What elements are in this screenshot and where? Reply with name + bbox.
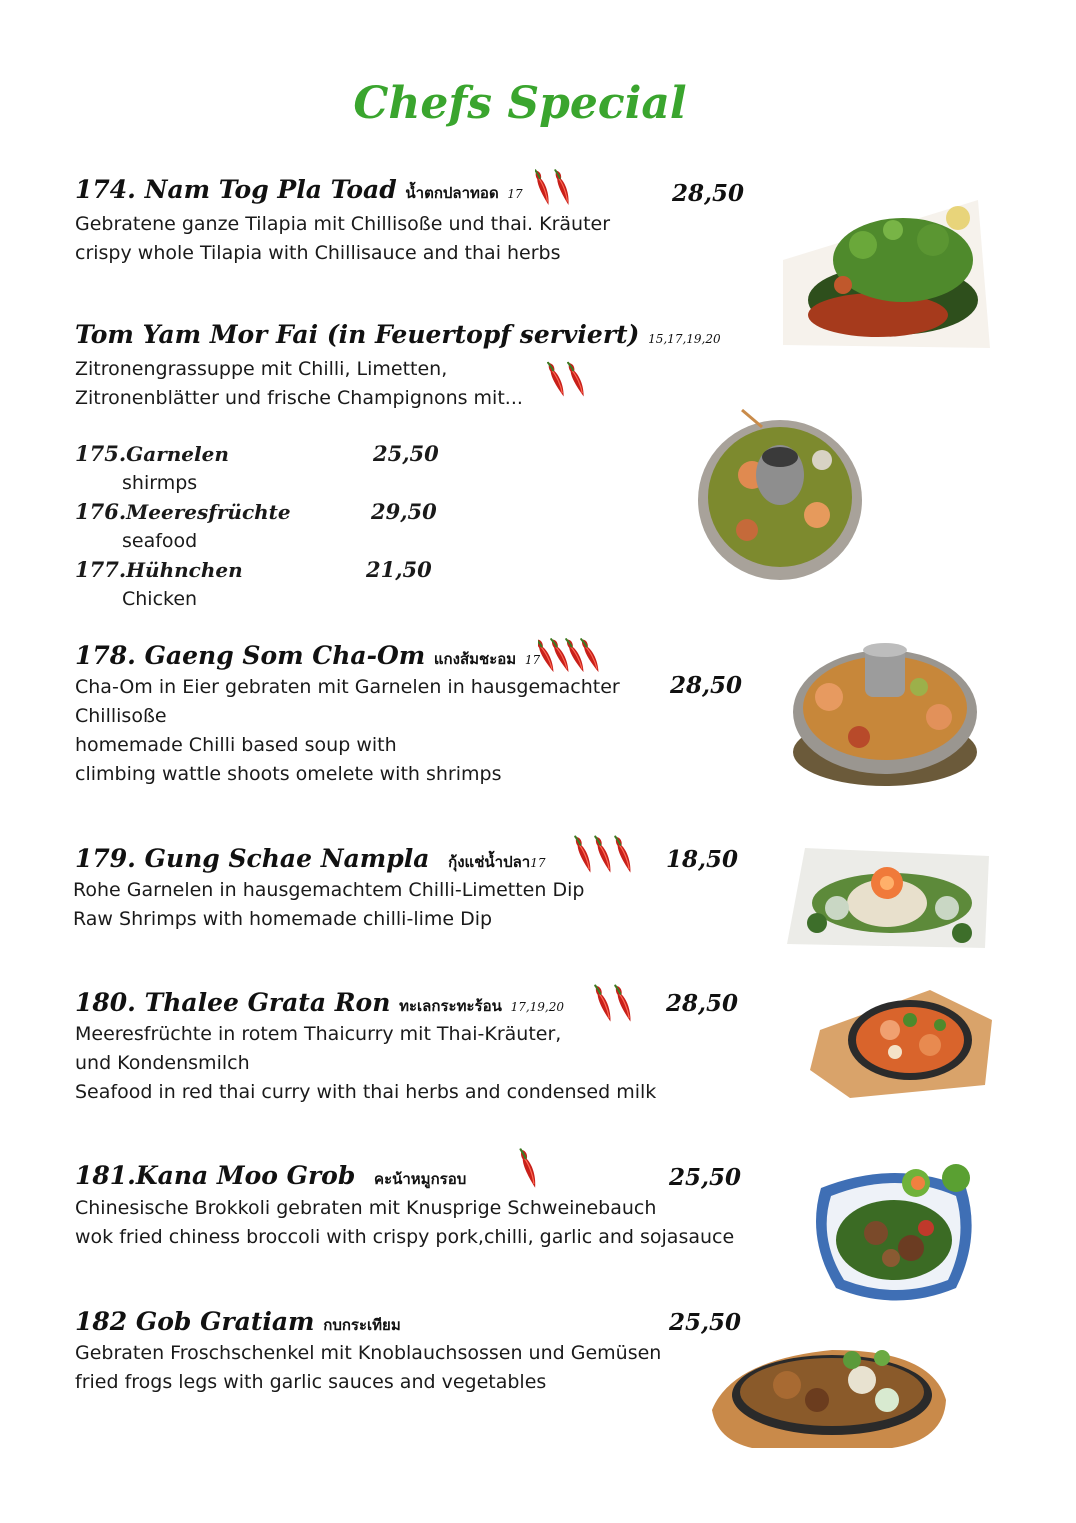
variant-price: 25,50 (373, 441, 439, 466)
chili-rating-icon (594, 983, 642, 1027)
chili-rating-icon (535, 168, 579, 208)
description-en: Raw Shrimps with homemade chilli-lime Dip (73, 908, 493, 930)
chili-icon (614, 984, 634, 1023)
variant-english: Chicken (122, 588, 198, 610)
description-de: Chinesische Brokkoli gebraten mit Knusprige Schweinebauch (75, 1197, 657, 1219)
dish-title-180 (75, 988, 564, 1018)
dish-title-174 (75, 175, 523, 205)
thai-name: น้ำตกปลาทอด (405, 184, 499, 202)
description-line3: homemade Chilli based soup with (75, 734, 397, 756)
sour-curry-hotpot-photo (789, 642, 981, 788)
hotpot-soup-photo (697, 405, 863, 583)
description-de: Gebratene ganze Tilapia mit Chillisoße und thai. Kräuter (75, 213, 611, 235)
variant-label: Hühnchen (126, 558, 243, 582)
dish-title-181 (75, 1161, 466, 1191)
thai-name: ทะเลกระทะร้อน (399, 997, 502, 1015)
variant-number: 175. (75, 441, 127, 466)
raw-shrimp-platter-photo (787, 848, 989, 948)
chili-rating-icon (515, 1147, 545, 1193)
variant-number: 176. (75, 499, 127, 524)
variant-number: 177. (75, 557, 127, 582)
price: 28,50 (672, 180, 745, 207)
description-line3: Seafood in red thai curry with thai herbs and condensed milk (75, 1081, 657, 1103)
description-en: fried frogs legs with garlic sauces and vegetables (75, 1371, 547, 1393)
garlic-frog-legs-photo (712, 1340, 946, 1452)
description-line2: Zitronenblätter und frische Champignons mit... (75, 387, 523, 409)
description-line4: climbing wattle shoots omelete with shrimps (75, 763, 502, 785)
variant-english: shirmps (122, 472, 198, 494)
description-en: wok fried chiness broccoli with crispy pork,chilli, garlic and sojasauce (75, 1226, 735, 1248)
allergen-codes: 15,17,19,20 (648, 332, 721, 346)
price: 18,50 (666, 846, 739, 873)
dish-title-179 (75, 844, 546, 874)
chili-icon (614, 835, 634, 874)
chili-icon (547, 361, 567, 398)
chili-rating-icon (574, 834, 640, 878)
chili-icon (554, 169, 572, 207)
description-en: crispy whole Tilapia with Chillisauce and thai herbs (75, 242, 561, 264)
thai-name: กบกระเทียม (323, 1316, 401, 1334)
thai-name: คะน้าหมูกรอบ (374, 1170, 467, 1188)
dish-title-182 (75, 1307, 401, 1337)
variant-177 (75, 557, 243, 582)
dish-name: 174. Nam Tog Pla Toad (75, 175, 397, 204)
dish-name: 182 Gob Gratiam (75, 1307, 315, 1336)
variant-label: Meeresfrüchte (126, 500, 291, 524)
chili-icon (594, 835, 614, 874)
variant-176 (75, 499, 291, 524)
description-line1: Zitronengrassuppe mit Chilli, Limetten, (75, 358, 448, 380)
chili-rating-icon (538, 636, 606, 678)
allergen-codes: 17 (507, 187, 523, 201)
dish-title-178 (75, 641, 540, 671)
thai-name: แกงส้มชะอม (433, 650, 517, 668)
chili-icon (566, 361, 586, 398)
dish-name: 179. Gung Schae Nampla (75, 844, 430, 873)
chili-icon (519, 1148, 539, 1189)
chili-icon (574, 835, 594, 874)
allergen-codes: 17 (524, 653, 541, 667)
description-de: Gebraten Froschschenkel mit Knoblauchsossen und Gemüsen (75, 1342, 662, 1364)
dish-name: 178. Gaeng Som Cha-Om (75, 641, 426, 670)
description-line2: und Kondensmilch (75, 1052, 250, 1074)
variant-price: 21,50 (366, 557, 432, 582)
description-line2: Chillisoße (75, 705, 167, 727)
seafood-curry-pan-photo (810, 990, 992, 1098)
price: 25,50 (669, 1309, 742, 1336)
dish-name: 180. Thalee Grata Ron (75, 988, 391, 1017)
price: 28,50 (666, 990, 739, 1017)
crispy-pork-broccoli-photo (806, 1148, 976, 1308)
description-line1: Cha-Om in Eier gebraten mit Garnelen in hausgemachter (75, 676, 620, 698)
variant-english: seafood (122, 530, 198, 552)
allergen-codes: 17,19,20 (510, 1000, 564, 1014)
price: 25,50 (669, 1164, 742, 1191)
description-line1: Meeresfrüchte in rotem Thaicurry mit Thai-Kräuter, (75, 1023, 562, 1045)
variant-label: Garnelen (126, 442, 229, 466)
price: 28,50 (670, 672, 743, 699)
fried-fish-salad-photo (783, 200, 990, 348)
dish-title-tom-yam (75, 320, 721, 349)
allergen-codes: 17 (530, 856, 546, 870)
chili-icon (535, 169, 552, 207)
page-title: Chefs Special (353, 78, 687, 129)
chili-rating-icon (547, 360, 597, 402)
variant-price: 29,50 (371, 499, 437, 524)
description-de: Rohe Garnelen in hausgemachtem Chilli-Limetten Dip (73, 879, 585, 901)
chili-icon (594, 984, 614, 1023)
variant-175 (75, 441, 229, 466)
thai-name: กุ้งแช่น้ำปลา (448, 853, 531, 871)
dish-name: Tom Yam Mor Fai (in Feuertopf serviert) (75, 320, 640, 349)
dish-name: 181.Kana Moo Grob (75, 1161, 356, 1190)
